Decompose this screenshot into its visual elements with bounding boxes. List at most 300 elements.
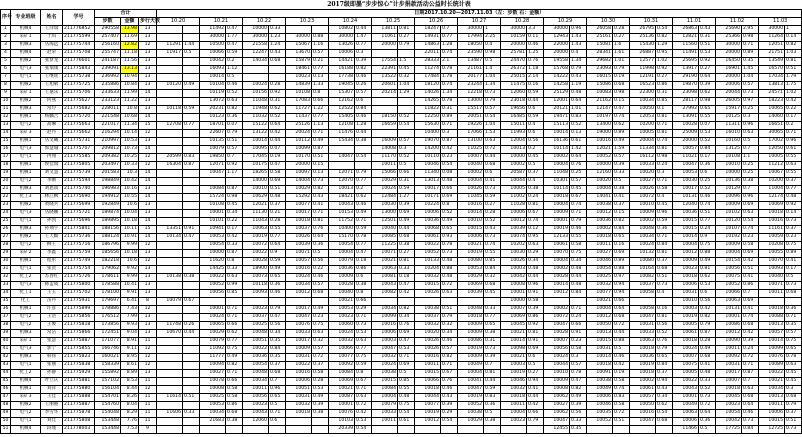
cell-day-steps: 10074 (501, 234, 527, 242)
cell-day-steps: 10015 (673, 218, 699, 226)
cell-day-amount: 0.69 (742, 298, 759, 306)
cell-day-steps: 10071 (286, 250, 312, 258)
cell-day-amount: 0.38 (742, 178, 759, 186)
cell-day-steps: 10941 (200, 226, 226, 234)
cell-day-amount: 0.44 (613, 330, 630, 338)
cell-day-steps: 10018 (630, 370, 656, 378)
cell-day-steps: 10009 (458, 330, 484, 338)
cell-day-amount: 0.67 (183, 298, 200, 306)
cell-day-amount: 0.36 (269, 282, 286, 290)
cell-day-amount: 0.71 (398, 354, 415, 362)
cell-day-amount: 0.2 (785, 122, 802, 130)
cell-days: 13 (139, 82, 157, 90)
cell-day-steps (157, 282, 183, 290)
header-date: 10.22 (243, 18, 286, 26)
cell-day-amount: 0.46 (441, 386, 458, 394)
cell-day-amount: 0.5 (742, 138, 759, 146)
cell-name: 刘文慧 (41, 170, 63, 178)
cell-total-steps: 189874 (95, 210, 121, 218)
cell-day-amount: 0.79 (570, 66, 587, 74)
cell-day-steps: 10153 (329, 210, 355, 218)
cell-day-steps: 10001 (501, 290, 527, 298)
cell-day-amount: 0.97 (613, 274, 630, 282)
cell-day-steps: 10078 (200, 378, 226, 386)
cell-day-steps: 10015 (415, 282, 441, 290)
cell-day-amount: 0.59 (226, 50, 243, 58)
cell-day-steps: 10108 (716, 154, 742, 162)
cell-day-amount: 0.58 (742, 242, 759, 250)
cell-day-amount: 0.68 (613, 82, 630, 90)
cell-day-amount: 0.68 (742, 394, 759, 402)
cell-day-steps (157, 386, 183, 394)
cell-day-steps: 10026 (415, 290, 441, 298)
cell-name: 郭宁 (41, 346, 63, 354)
cell-total-amount: 9.91 (121, 290, 139, 298)
cell-day-steps: 10000 (200, 250, 226, 258)
cell-day-steps: 17725 (716, 426, 742, 434)
cell-day-amount: 0.64 (269, 122, 286, 130)
cell-day-amount (183, 170, 200, 178)
cell-day-steps (372, 298, 398, 306)
cell-day-steps: 11560 (673, 42, 699, 50)
cell-major: 机械4 (11, 26, 41, 34)
cell-total-steps: 257407 (95, 34, 121, 42)
cell-day-amount: 0.7 (484, 362, 501, 370)
cell-day-steps: 12021 (587, 146, 613, 154)
cell-day-amount: 0.9 (269, 250, 286, 258)
cell-day-amount: 1.42 (570, 146, 587, 154)
cell-day-steps: 12247 (243, 50, 269, 58)
cell-day-steps: 10079 (200, 338, 226, 346)
cell-day-amount: 0.6 (527, 130, 544, 138)
cell-name: 李鑫 (41, 250, 63, 258)
cell-day-amount: 0.79 (484, 98, 501, 106)
cell-day-amount: 0.71 (355, 386, 372, 394)
cell-total-amount: 10.94 (121, 74, 139, 82)
cell-total-amount: 10.55 (121, 194, 139, 202)
table-row (1, 122, 802, 130)
cell-day-steps: 10049 (458, 362, 484, 370)
cell-day-steps: 10030 (501, 250, 527, 258)
cell-day-steps (157, 242, 183, 250)
cell-day-steps: 12522 (329, 106, 355, 114)
cell-day-amount: 0.46 (312, 274, 329, 282)
header-id: 学号 (63, 10, 95, 26)
cell-day-steps: 10053 (329, 306, 355, 314)
cell-day-steps: 17738 (329, 74, 355, 82)
cell-seq: 8 (1, 82, 11, 90)
cell-day-steps: 23093 (587, 66, 613, 74)
cell-day-amount: 0.3 (656, 170, 673, 178)
cell-days: 13 (139, 186, 157, 194)
cell-seq: 29 (1, 250, 11, 258)
cell-day-steps: 10032 (329, 338, 355, 346)
header-date: 10.31 (630, 18, 673, 26)
cell-days: 14 (139, 170, 157, 178)
cell-total-steps: 233123 (95, 98, 121, 106)
cell-day-steps: 10024 (286, 274, 312, 282)
cell-name: 张瑞康 (41, 66, 63, 74)
cell-day-amount: 0.59 (269, 258, 286, 266)
cell-days: 13 (139, 322, 157, 330)
cell-day-steps: 10026 (415, 346, 441, 354)
cell-day-amount: 1.19 (570, 82, 587, 90)
cell-day-amount: 0.17 (785, 114, 802, 122)
cell-day-steps: 10077 (415, 402, 441, 410)
cell-day-steps: 10066 (415, 378, 441, 386)
cell-day-steps: 10072 (630, 194, 656, 202)
cell-day-amount: 0.27 (656, 74, 673, 82)
cell-day-steps (157, 418, 183, 426)
cell-day-amount: 0.34 (441, 330, 458, 338)
cell-day-amount (398, 50, 415, 58)
cell-day-amount: 0.42 (699, 306, 716, 314)
header-total: 合计 (95, 10, 157, 18)
cell-day-amount: 0.52 (398, 154, 415, 162)
cell-days: 14 (139, 146, 157, 154)
cell-day-steps: 10051 (243, 338, 269, 346)
cell-seq: 27 (1, 234, 11, 242)
cell-total-amount: 6.41 (121, 298, 139, 306)
cell-day-amount: 0.77 (355, 178, 372, 186)
cell-major: 机械2 (11, 202, 41, 210)
cell-day-amount: 0.59 (656, 218, 673, 226)
cell-day-steps: 13670 (286, 50, 312, 58)
cell-days: 11 (139, 410, 157, 418)
cell-major: 电气3 (11, 146, 41, 154)
cell-major: 电气1 (11, 218, 41, 226)
cell-day-steps: 10038 (587, 202, 613, 210)
cell-day-steps: 10224 (415, 202, 441, 210)
cell-day-amount: 0.27 (613, 34, 630, 42)
cell-day-steps (243, 426, 269, 434)
cell-day-amount: 0.63 (527, 242, 544, 250)
cell-day-steps: 10004 (544, 258, 570, 266)
cell-day-amount: 0.12 (527, 226, 544, 234)
table-row (1, 210, 802, 218)
cell-day-steps: 16901 (716, 66, 742, 74)
cell-seq: 34 (1, 290, 11, 298)
cell-day-amount: 0.46 (742, 410, 759, 418)
cell-day-steps: 10083 (587, 90, 613, 98)
cell-id: 211775594 (63, 178, 95, 186)
cell-days: 14 (139, 234, 157, 242)
cell-day-amount: 2.1 (441, 58, 458, 66)
cell-days: 13 (139, 58, 157, 66)
cell-day-steps: 10156 (243, 90, 269, 98)
cell-day-amount: 1.03 (785, 50, 802, 58)
cell-day-amount: 0.8 (441, 202, 458, 210)
cell-day-amount: 0.65 (785, 346, 802, 354)
cell-day-amount: 2.95 (742, 26, 759, 34)
cell-day-steps: 10037 (286, 226, 312, 234)
cell-day-steps: 12455 (544, 426, 570, 434)
cell-day-steps: 12060 (243, 418, 269, 426)
cell-day-amount: 0.6 (527, 354, 544, 362)
cell-day-amount: 0.61 (570, 138, 587, 146)
cell-day-steps: 10087 (329, 394, 355, 402)
cell-day-amount: 0.26 (183, 322, 200, 330)
cell-day-amount: 1.61 (613, 50, 630, 58)
cell-day-amount: 0.56 (312, 258, 329, 266)
cell-day-steps: 10014 (458, 210, 484, 218)
cell-major: 机械4 (11, 50, 41, 58)
cell-day-amount: 0.57 (570, 178, 587, 186)
cell-day-steps: 10004 (372, 394, 398, 402)
cell-day-amount: 0.82 (226, 106, 243, 114)
cell-day-steps: 10034 (630, 234, 656, 242)
cell-day-amount: 0.51 (226, 138, 243, 146)
cell-day-steps: 11212 (759, 162, 785, 170)
cell-id: 211776852 (63, 26, 95, 34)
cell-day-steps: 12053 (630, 114, 656, 122)
cell-day-steps: 10063 (243, 226, 269, 234)
cell-day-steps: 12040 (673, 202, 699, 210)
cell-day-amount: 0.29 (527, 250, 544, 258)
cell-day-amount: 0.49 (355, 210, 372, 218)
cell-name: 何燕 (41, 98, 63, 106)
cell-day-steps: 11092 (200, 346, 226, 354)
cell-major: 机械3 (11, 354, 41, 362)
cell-day-amount: 0.7 (742, 186, 759, 194)
cell-day-amount: 0.47 (183, 234, 200, 242)
cell-day-steps: 26005 (716, 98, 742, 106)
cell-name: 丛海远 (41, 42, 63, 50)
cell-name: 黄晓兵 (41, 202, 63, 210)
cell-day-steps (157, 354, 183, 362)
cell-major: 电气1 (11, 154, 41, 162)
cell-day-amount: 0.74 (613, 386, 630, 394)
cell-day-steps: 11161 (759, 226, 785, 234)
cell-day-amount: 0.69 (742, 202, 759, 210)
cell-day-amount: 1.34 (570, 58, 587, 66)
cell-name: 柳王 (41, 242, 63, 250)
cell-day-steps (630, 426, 656, 434)
cell-day-amount: 0.2 (355, 186, 372, 194)
cell-day-steps: 10011 (759, 290, 785, 298)
cell-day-steps: 26887 (630, 50, 656, 58)
cell-day-amount: 0.38 (355, 282, 372, 290)
cell-day-steps: 14026 (415, 90, 441, 98)
cell-day-steps: 15517 (458, 106, 484, 114)
cell-name: 王天麒 (41, 234, 63, 242)
cell-day-amount: 0.71 (441, 362, 458, 370)
cell-day-steps: 10013 (759, 394, 785, 402)
cell-day-amount: 0.84 (742, 426, 759, 434)
cell-days: 13 (139, 290, 157, 298)
cell-day-steps: 10012 (673, 250, 699, 258)
cell-day-amount: 0.47 (269, 162, 286, 170)
cell-day-amount: 0.74 (570, 202, 587, 210)
cell-day-steps: 11028 (501, 202, 527, 210)
cell-day-steps: 30000 (286, 34, 312, 42)
cell-day-amount: 0.58 (613, 378, 630, 386)
cell-day-steps: 14004 (286, 178, 312, 186)
cell-day-amount: 1.02 (656, 58, 673, 66)
cell-day-steps: 10018 (286, 218, 312, 226)
table-row (1, 322, 802, 330)
cell-day-amount: 0.96 (785, 138, 802, 146)
cell-day-amount (183, 58, 200, 66)
cell-day-amount: 0.63 (355, 338, 372, 346)
cell-day-amount (656, 426, 673, 434)
cell-day-steps: 11025 (458, 146, 484, 154)
table-row (1, 306, 802, 314)
cell-day-amount: 0.72 (484, 146, 501, 154)
cell-day-amount: 0.34 (398, 314, 415, 322)
cell-day-steps: 10046 (587, 402, 613, 410)
cell-day-amount: 0.78 (441, 66, 458, 74)
cell-day-steps: 10016 (587, 138, 613, 146)
cell-seq: 10 (1, 98, 11, 106)
cell-day-steps: 15292 (286, 194, 312, 202)
cell-day-steps: 30000 (200, 34, 226, 42)
cell-day-amount: 0.44 (527, 274, 544, 282)
cell-day-amount: 0.3 (570, 354, 587, 362)
cell-day-steps: 11437 (286, 114, 312, 122)
table-row (1, 330, 802, 338)
cell-day-amount: 0.97 (742, 98, 759, 106)
cell-day-steps: 17034 (759, 74, 785, 82)
cell-day-amount: 0.98 (613, 90, 630, 98)
cell-day-amount: 0.45 (527, 154, 544, 162)
cell-total-steps: 185656 (95, 250, 121, 258)
cell-day-amount: 0.79 (699, 322, 716, 330)
cell-day-amount: 0.7 (441, 26, 458, 34)
cell-day-amount: 0.11 (527, 34, 544, 42)
cell-day-steps: 10002 (630, 378, 656, 386)
cell-day-amount: 0.58 (570, 346, 587, 354)
cell-day-amount: 0.35 (269, 354, 286, 362)
cell-day-steps: 10004 (329, 250, 355, 258)
cell-day-steps (157, 202, 183, 210)
cell-day-steps: 25781 (501, 50, 527, 58)
cell-day-steps: 10055 (759, 250, 785, 258)
cell-day-steps: 10001 (200, 210, 226, 218)
cell-day-amount: 0.61 (785, 146, 802, 154)
cell-day-amount: 0.27 (699, 66, 716, 74)
cell-day-amount: 0.56 (570, 410, 587, 418)
cell-day-steps: 10007 (458, 154, 484, 162)
cell-day-steps: 11291 (157, 42, 183, 50)
cell-day-amount: 0.73 (699, 394, 716, 402)
cell-day-steps: 19000 (587, 130, 613, 138)
cell-day-amount (183, 242, 200, 250)
table-row (1, 354, 802, 362)
cell-day-steps: 11274 (415, 66, 441, 74)
cell-total-amount: 11.69 (121, 34, 139, 42)
cell-day-amount: 0.6 (527, 106, 544, 114)
cell-day-amount: 0.42 (742, 258, 759, 266)
cell-day-amount: 0.28 (699, 338, 716, 346)
cell-day-amount: 0.57 (398, 138, 415, 146)
cell-total-amount: 8.95 (121, 354, 139, 362)
cell-seq: 36 (1, 306, 11, 314)
cell-seq: 46 (1, 386, 11, 394)
cell-major: 机械3 (11, 186, 41, 194)
cell-day-steps: 16136 (544, 138, 570, 146)
cell-day-amount: 0.82 (785, 42, 802, 50)
cell-day-steps: 17002 (759, 138, 785, 146)
header-date: 11.01 (673, 18, 716, 26)
cell-day-amount: 0.65 (699, 106, 716, 114)
cell-day-amount: 1.34 (441, 90, 458, 98)
cell-days: 11 (139, 338, 157, 346)
cell-day-amount: 0.43 (699, 26, 716, 34)
cell-day-steps (157, 346, 183, 354)
cell-day-steps: 10112 (286, 138, 312, 146)
cell-day-amount: 0.17 (785, 266, 802, 274)
cell-day-steps: 10500 (200, 42, 226, 50)
cell-day-amount: 0.51 (699, 210, 716, 218)
cell-day-amount: 0.57 (355, 90, 372, 98)
cell-day-steps: 10154 (716, 258, 742, 266)
cell-day-amount: 0.33 (269, 26, 286, 34)
cell-name: 张慧 (41, 338, 63, 346)
cell-day-steps: 10067 (759, 170, 785, 178)
cell-day-amount: 0.63 (742, 130, 759, 138)
table-body (1, 26, 802, 434)
cell-day-amount: 0.5 (785, 274, 802, 282)
cell-day-steps: 10017 (415, 186, 441, 194)
cell-day-amount: 1.34 (484, 82, 501, 90)
cell-day-amount: 1.44 (183, 42, 200, 50)
cell-day-steps: 10009 (630, 210, 656, 218)
cell-day-steps: 15430 (630, 42, 656, 50)
cell-day-steps: 10030 (673, 178, 699, 186)
cell-day-amount: 2.25 (484, 34, 501, 42)
cell-day-amount: 0.47 (398, 282, 415, 290)
cell-day-steps: 10022 (286, 362, 312, 370)
cell-day-amount: 0.96 (656, 210, 673, 218)
cell-total-steps: 178588 (95, 282, 121, 290)
cell-day-amount: 0.79 (613, 66, 630, 74)
cell-day-amount: 0.64 (699, 74, 716, 82)
cell-day-amount: 0.39 (699, 82, 716, 90)
cell-seq: 42 (1, 354, 11, 362)
cell-day-steps: 10019 (415, 410, 441, 418)
cell-total-amount: 10.16 (121, 186, 139, 194)
cell-day-steps: 10046 (501, 378, 527, 386)
cell-day-amount: 0.74 (484, 242, 501, 250)
cell-day-amount: 0.81 (527, 330, 544, 338)
cell-day-amount: 0.73 (441, 250, 458, 258)
cell-total-amount: 10.73 (121, 146, 139, 154)
cell-day-amount: 1.29 (398, 90, 415, 98)
cell-name: 张丽 (41, 362, 63, 370)
cell-day-amount: 0.6 (699, 170, 716, 178)
cell-day-amount: 0.3 (398, 146, 415, 154)
cell-day-amount: 0.71 (441, 122, 458, 130)
cell-name: 王俊 (41, 322, 63, 330)
cell-day-amount: 0.72 (441, 282, 458, 290)
cell-day-steps: 10034 (243, 378, 269, 386)
cell-day-steps: 10019 (458, 394, 484, 402)
cell-day-amount: 3.3 (527, 26, 544, 34)
cell-day-steps: 10091 (587, 370, 613, 378)
cell-day-amount: 0.54 (398, 410, 415, 418)
cell-total-steps: 172451 (95, 330, 121, 338)
cell-day-steps: 10018 (415, 386, 441, 394)
cell-day-amount: 0.37 (656, 370, 673, 378)
cell-day-steps: 30000 (243, 34, 269, 42)
cell-day-steps: 11225 (372, 242, 398, 250)
cell-seq: 37 (1, 314, 11, 322)
cell-major: 采矿3 (11, 394, 41, 402)
cell-name: 韩孟成 (41, 282, 63, 290)
cell-day-amount: 0.78 (785, 354, 802, 362)
cell-day-steps: 10052 (415, 250, 441, 258)
